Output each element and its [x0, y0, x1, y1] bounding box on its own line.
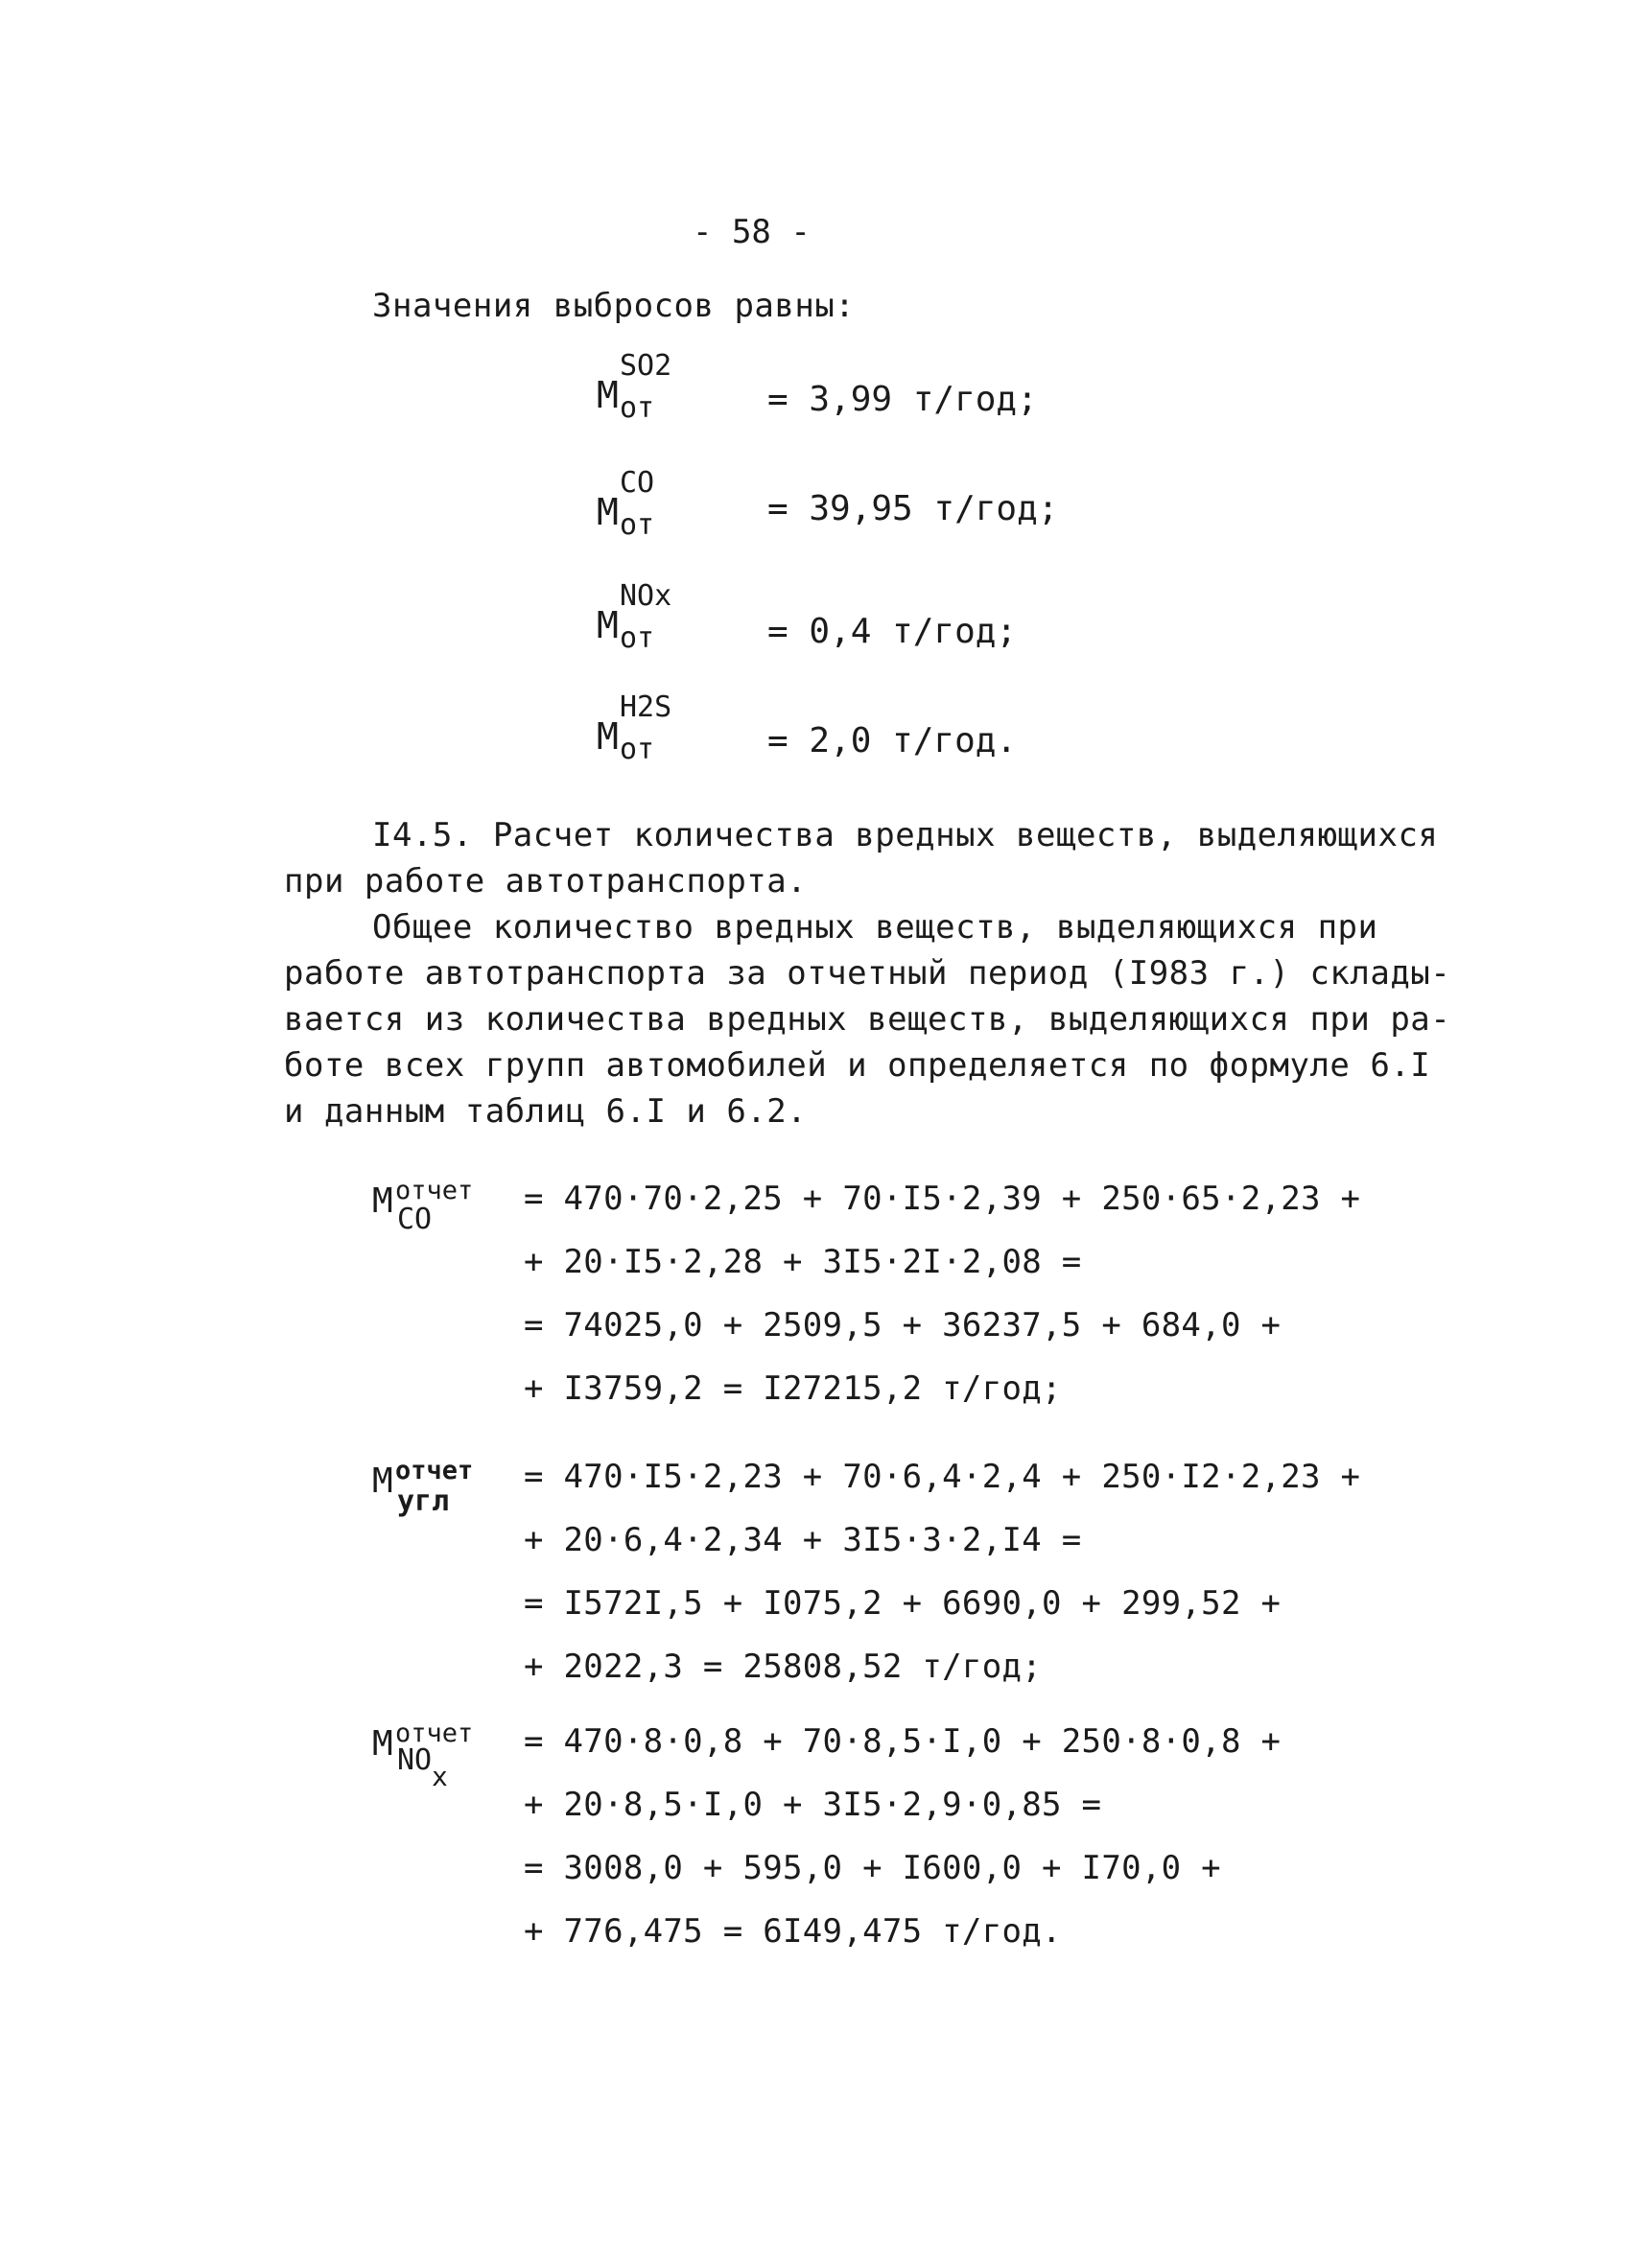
subscript-x: x: [432, 1761, 448, 1792]
formula-soot-line-3: = I572I,5 + I075,2 + 6690,0 + 299,52 +: [524, 1584, 1282, 1623]
subscript: от: [620, 621, 655, 655]
subscript: от: [620, 508, 655, 542]
formula-co-line-2: + 20·I5·2,28 + 3I5·2I·2,08 =: [524, 1243, 1082, 1281]
formula-symbol-soot: [372, 1456, 506, 1532]
emission-symbol-h2s: [597, 690, 731, 777]
paragraph-line-4: боте всех групп автомобилей и определяется по формуле 6.I: [284, 1046, 1431, 1085]
formula-co-line-3: = 74025,0 + 2509,5 + 36237,5 + 684,0 +: [524, 1306, 1282, 1344]
intro-text: Значения выбросов равны:: [372, 287, 856, 325]
formula-nox-line-3: = 3008,0 + 595,0 + I600,0 + I70,0 +: [524, 1849, 1221, 1887]
symbol-m: M: [597, 715, 619, 758]
formula-co-line-4: + I3759,2 = I27215,2 т/год;: [524, 1369, 1062, 1408]
emission-value-h2s: = 2,0 т/год.: [767, 721, 1018, 760]
symbol-m: M: [372, 1181, 393, 1221]
formula-nox-line-1: = 470·8·0,8 + 70·8,5·I,0 + 250·8·0,8 +: [524, 1722, 1282, 1761]
symbol-m: M: [372, 1461, 393, 1501]
superscript: CO: [620, 466, 655, 500]
symbol-m: M: [597, 374, 619, 416]
emission-symbol-nox: [597, 579, 731, 666]
paragraph-line-1: Общее количество вредных веществ, выделяющихся при: [372, 908, 1378, 947]
superscript: отчет: [395, 1719, 474, 1748]
superscript: отчет: [395, 1176, 474, 1205]
superscript: SO2: [620, 349, 672, 383]
subscript: от: [620, 391, 655, 425]
superscript: H2S: [620, 690, 672, 724]
paragraph-line-2: работе автотранспорта за отчетный период (I983 г.) склады-: [284, 954, 1451, 993]
paragraph-line-3: вается из количества вредных веществ, выделяющихся при ра-: [284, 1000, 1451, 1039]
page-number: - 58 -: [693, 213, 811, 251]
symbol-m: M: [597, 604, 619, 646]
subscript: CO: [397, 1203, 433, 1236]
subscript: угл: [397, 1485, 450, 1518]
section-heading-line-2: при работе автотранспорта.: [284, 862, 808, 900]
formula-soot-line-4: + 2022,3 = 25808,52 т/год;: [524, 1648, 1043, 1686]
emission-symbol-so2: [597, 349, 731, 435]
paragraph-line-5: и данным таблиц 6.I и 6.2.: [284, 1092, 808, 1131]
formula-nox-line-4: + 776,475 = 6I49,475 т/год.: [524, 1912, 1062, 1951]
section-heading-line-1: I4.5. Расчет количества вредных веществ, выделяющихся: [372, 816, 1439, 854]
formula-soot-line-1: = 470·I5·2,23 + 70·6,4·2,4 + 250·I2·2,23 +: [524, 1458, 1361, 1496]
formula-symbol-co: [372, 1176, 506, 1252]
emission-value-nox: = 0,4 т/год;: [767, 612, 1018, 651]
symbol-m: M: [597, 491, 619, 533]
symbol-m: M: [372, 1724, 393, 1764]
formula-nox-line-2: + 20·8,5·I,0 + 3I5·2,9·0,85 =: [524, 1786, 1102, 1824]
emission-value-co: = 39,95 т/год;: [767, 489, 1059, 528]
emission-value-so2: = 3,99 т/год;: [767, 380, 1038, 419]
formula-co-line-1: = 470·70·2,25 + 70·I5·2,39 + 250·65·2,23 +: [524, 1180, 1361, 1218]
formula-soot-line-2: + 20·6,4·2,34 + 3I5·3·2,I4 =: [524, 1521, 1082, 1559]
formula-symbol-nox: [372, 1719, 506, 1795]
superscript: отчет: [395, 1456, 474, 1485]
subscript: от: [620, 733, 655, 766]
subscript: NO: [397, 1743, 433, 1777]
superscript: NOx: [620, 579, 672, 613]
emission-symbol-co: [597, 466, 731, 552]
